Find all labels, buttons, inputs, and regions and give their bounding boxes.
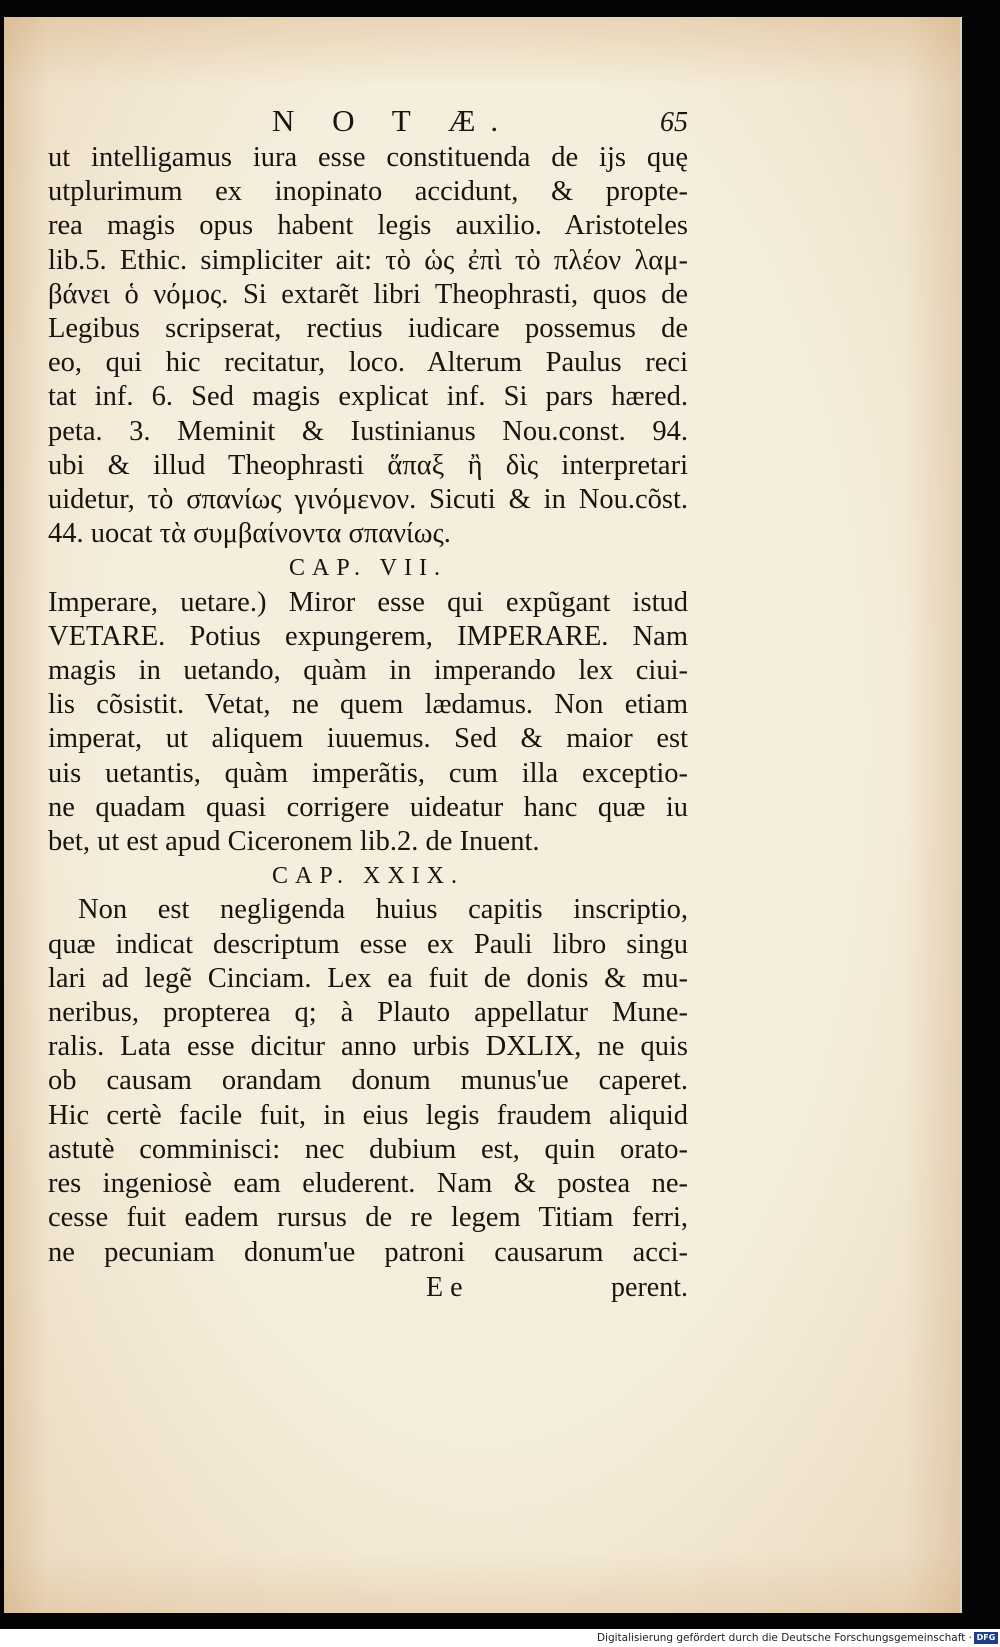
text-line: ubi & illud Theophrasti ἅπαξ ἢ δὶς interpretari <box>48 449 688 481</box>
text-line: Hic certè facile fuit, in eius legis fraudem aliquid <box>48 1099 688 1131</box>
chapter-heading-cap-xxix: CAP. XXIX. <box>271 863 464 890</box>
running-head-title: N O T Æ. <box>272 103 514 138</box>
text-line: peta. 3. Meminit & Iustinianus Nou.const. 94. <box>48 415 688 447</box>
running-head <box>48 101 688 141</box>
text-line: βάνει ὁ νόμος. Si extarẽt libri Theophrasti, quos de <box>48 278 688 310</box>
text-line: Legibus scripserat, rectius iudicare possemus de <box>48 313 688 345</box>
book-page <box>4 17 962 1613</box>
text-line: lis cõsistit. Vetat, ne quem lædamus. Non etiam <box>48 689 688 721</box>
text-line: neribus, propterea q; à Plauto appellatur Mune- <box>48 997 688 1029</box>
page-foot-line <box>48 1270 688 1306</box>
text-line: Imperare, uetare.) Miror esse qui expũgant istud <box>48 586 688 618</box>
text-line: lari ad legẽ Cinciam. Lex ea fuit de donis & mu- <box>48 962 688 994</box>
text-line: Non est negligenda huius capitis inscriptio, <box>78 894 688 926</box>
text-line: 44. uocat τὰ συμβαίνοντα σπανίως. <box>48 518 451 550</box>
text-line: ob causam orandam donum munus'ue caperet. <box>48 1065 688 1097</box>
text-line: magis in uetando, quàm in imperando lex ciui- <box>48 655 688 687</box>
text-line: cesse fuit eadem rursus de re legem Titiam ferri, <box>48 1202 688 1234</box>
text-line: rea magis opus habent legis auxilio. Aristoteles <box>48 210 688 242</box>
chapter-heading-cap-vii: CAP. VII. <box>289 555 447 582</box>
text-line: ne pecuniam donum'ue patroni causarum acci- <box>48 1236 688 1268</box>
text-block <box>48 101 688 1306</box>
page-number: 65 <box>660 107 688 138</box>
text-line: lib.5. Ethic. simpliciter ait: τὸ ὡς ἐπὶ τὸ πλέον λαμ- <box>48 244 688 276</box>
text-line: astutè comminisci: nec dubium est, quin orato- <box>48 1133 688 1165</box>
text-line: eo, qui hic recitatur, loco. Alterum Paulus reci <box>48 347 688 379</box>
chapter-xxix-paragraph <box>48 893 688 1269</box>
text-line: res ingeniosè eam eluderent. Nam & postea ne- <box>48 1168 688 1200</box>
text-line: uis uetantis, quàm imperãtis, cum illa exceptio- <box>48 757 688 789</box>
text-line: uidetur, τὸ σπανίως γινόμενον. Sicuti & in Nou.cõst. <box>48 484 688 516</box>
funding-banner <box>0 1629 1000 1647</box>
body-paragraph <box>48 141 688 551</box>
text-line: ralis. Lata esse dicitur anno urbis DXLIX, ne quis <box>48 1031 688 1063</box>
text-line: imperat, ut aliquem iuuemus. Sed & maior est <box>48 723 688 755</box>
text-line: utplurimum ex inopinato accidunt, & propte- <box>48 176 688 208</box>
text-line: bet, ut est apud Ciceronem lib.2. de Inuent. <box>48 826 540 858</box>
text-line: VETARE. Potius expungerem, IMPERARE. Nam <box>48 620 688 652</box>
text-line: tat inf. 6. Sed magis explicat inf. Si pars hæred. <box>48 381 688 413</box>
text-line: quæ indicat descriptum esse ex Pauli libro singu <box>48 928 688 960</box>
text-line: ne quadam quasi corrigere uideatur hanc quæ iu <box>48 791 688 823</box>
catchword: perent. <box>611 1271 688 1303</box>
dfg-logo-icon: DFG <box>974 1632 998 1644</box>
chapter-vii-paragraph <box>48 586 688 860</box>
text-line: ut intelligamus iura esse constituenda de ijs quę <box>48 142 688 173</box>
funding-note: Digitalisierung gefördert durch die Deutsche Forschungsgemeinschaft · <box>596 1632 972 1644</box>
signature-mark: E e <box>426 1271 463 1303</box>
